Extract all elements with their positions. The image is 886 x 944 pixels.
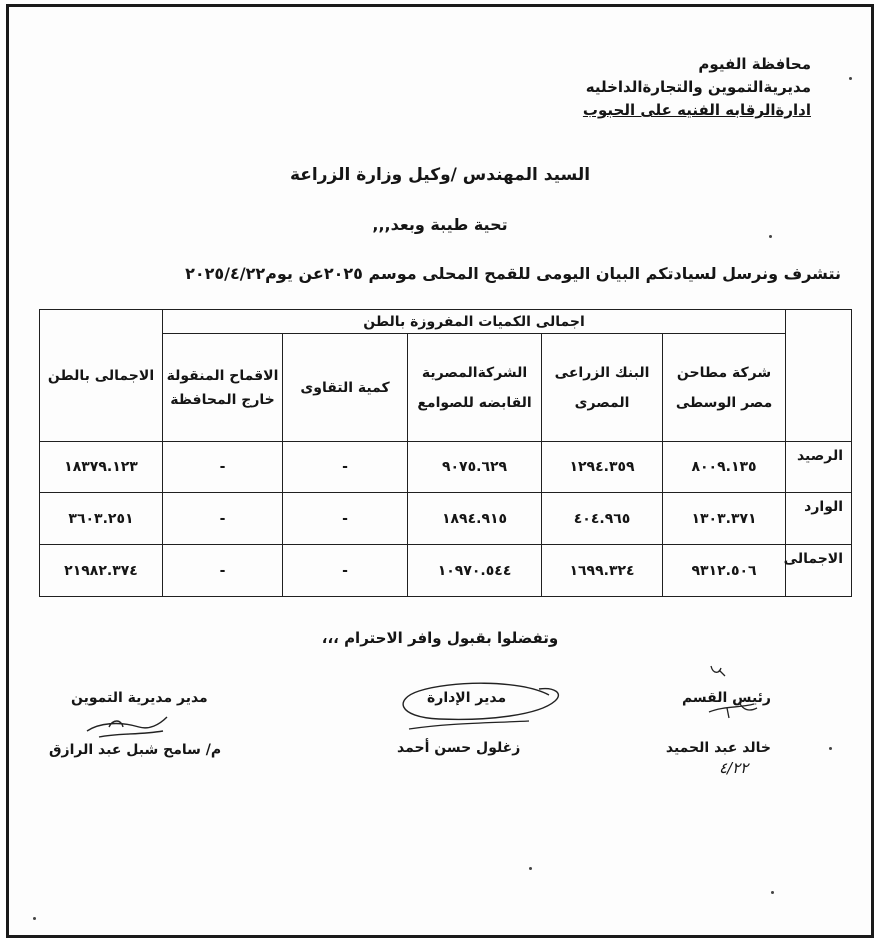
- column-header-transferred: الاقماح المنقولة خارج المحافظة: [163, 334, 283, 442]
- table-row: [40, 493, 852, 545]
- manager-signature-scribble: [379, 677, 579, 747]
- section-head-date-note: ٤/٢٢: [719, 759, 749, 777]
- column-header-mills: شركة مطاحن مصر الوسطى: [663, 334, 786, 442]
- table-cell: ٢١٩٨٢.٣٧٤: [40, 545, 163, 597]
- scan-speck: [529, 867, 532, 870]
- table-cell: ٨٠٠٩.١٣٥: [663, 442, 786, 493]
- letter-header: [511, 53, 811, 122]
- column-header-total: الاجمالى بالطن: [47, 367, 155, 384]
- row-label: الاجمالى: [786, 545, 852, 597]
- table-cell: ٩٠٧٥.٦٢٩: [408, 442, 542, 493]
- column-header-silos: الشركةالمصرية القابضه للصوامع: [408, 334, 542, 442]
- scan-speck: [33, 917, 36, 920]
- scan-speck: [769, 235, 772, 238]
- table-cell: ٩٣١٢.٥٠٦: [663, 545, 786, 597]
- table-row: [40, 442, 852, 493]
- row-label: الرصيد: [786, 442, 852, 493]
- row-label: الوارد: [786, 493, 852, 545]
- table-cell: ١٣٠٣.٣٧١: [663, 493, 786, 545]
- table-cell: ٣٦٠٣.٢٥١: [40, 493, 163, 545]
- table-cell: -: [163, 493, 283, 545]
- table-row: [40, 545, 852, 597]
- column-header-seeds: كمية التقاوى: [283, 334, 408, 442]
- table-cell: ١٢٩٤.٣٥٩: [542, 442, 663, 493]
- director-name: م/ سامح شبل عبد الرازق: [49, 742, 222, 758]
- group-header: اجمالى الكميات المفروزة بالطن: [163, 310, 786, 334]
- table-cell: ١٨٩٤.٩١٥: [408, 493, 542, 545]
- table-cell: ١٠٩٧٠.٥٤٤: [408, 545, 542, 597]
- director-signature-scribble: [79, 707, 179, 747]
- table-cell: -: [163, 545, 283, 597]
- governorate-line: محافظة الفيوم: [698, 55, 811, 73]
- manager-title: مدير الإدارة: [427, 690, 507, 706]
- wheat-quantities-table: [39, 309, 852, 597]
- scan-speck: [829, 747, 832, 750]
- letter-page: [6, 4, 874, 938]
- director-title: مدير مديرية التموين: [71, 690, 208, 706]
- table-cell: ٤٠٤.٩٦٥: [542, 493, 663, 545]
- section-head-name: خالد عبد الحميد: [665, 740, 771, 756]
- table-cell: -: [283, 545, 408, 597]
- intro-paragraph: نتشرف ونرسل لسيادتكم البيان اليومى للقمح المحلى موسم ٢٠٢٥عن يوم٢٠٢٥/٤/٢٢: [185, 264, 841, 283]
- table-cell: -: [283, 493, 408, 545]
- column-header-bank: البنك الزراعى المصرى: [542, 334, 663, 442]
- section-head-signature-scribble: [699, 662, 809, 742]
- section-head-title: رئيس القسم: [681, 690, 771, 706]
- closing-line: وتفضلوا بقبول وافر الاحترام ،،،: [321, 629, 559, 647]
- greeting: تحية طيبة وبعد,,,: [372, 215, 508, 234]
- row-label-header-cell: [786, 310, 852, 442]
- table-cell: -: [283, 442, 408, 493]
- scan-speck: [771, 891, 774, 894]
- scan-speck: [849, 77, 852, 80]
- table-cell: -: [163, 442, 283, 493]
- total-column-header: [40, 310, 163, 442]
- department-line: ادارةالرقابه الفنيه على الحبوب: [582, 101, 811, 119]
- table-cell: ١٨٣٧٩.١٢٣: [40, 442, 163, 493]
- manager-name: زغلول حسن أحمد: [397, 740, 521, 756]
- table-cell: ١٦٩٩.٣٢٤: [542, 545, 663, 597]
- directorate-line: مديريةالتموين والتجارةالداخليه: [585, 78, 811, 96]
- addressee: السيد المهندس /وكيل وزارة الزراعة: [289, 165, 591, 185]
